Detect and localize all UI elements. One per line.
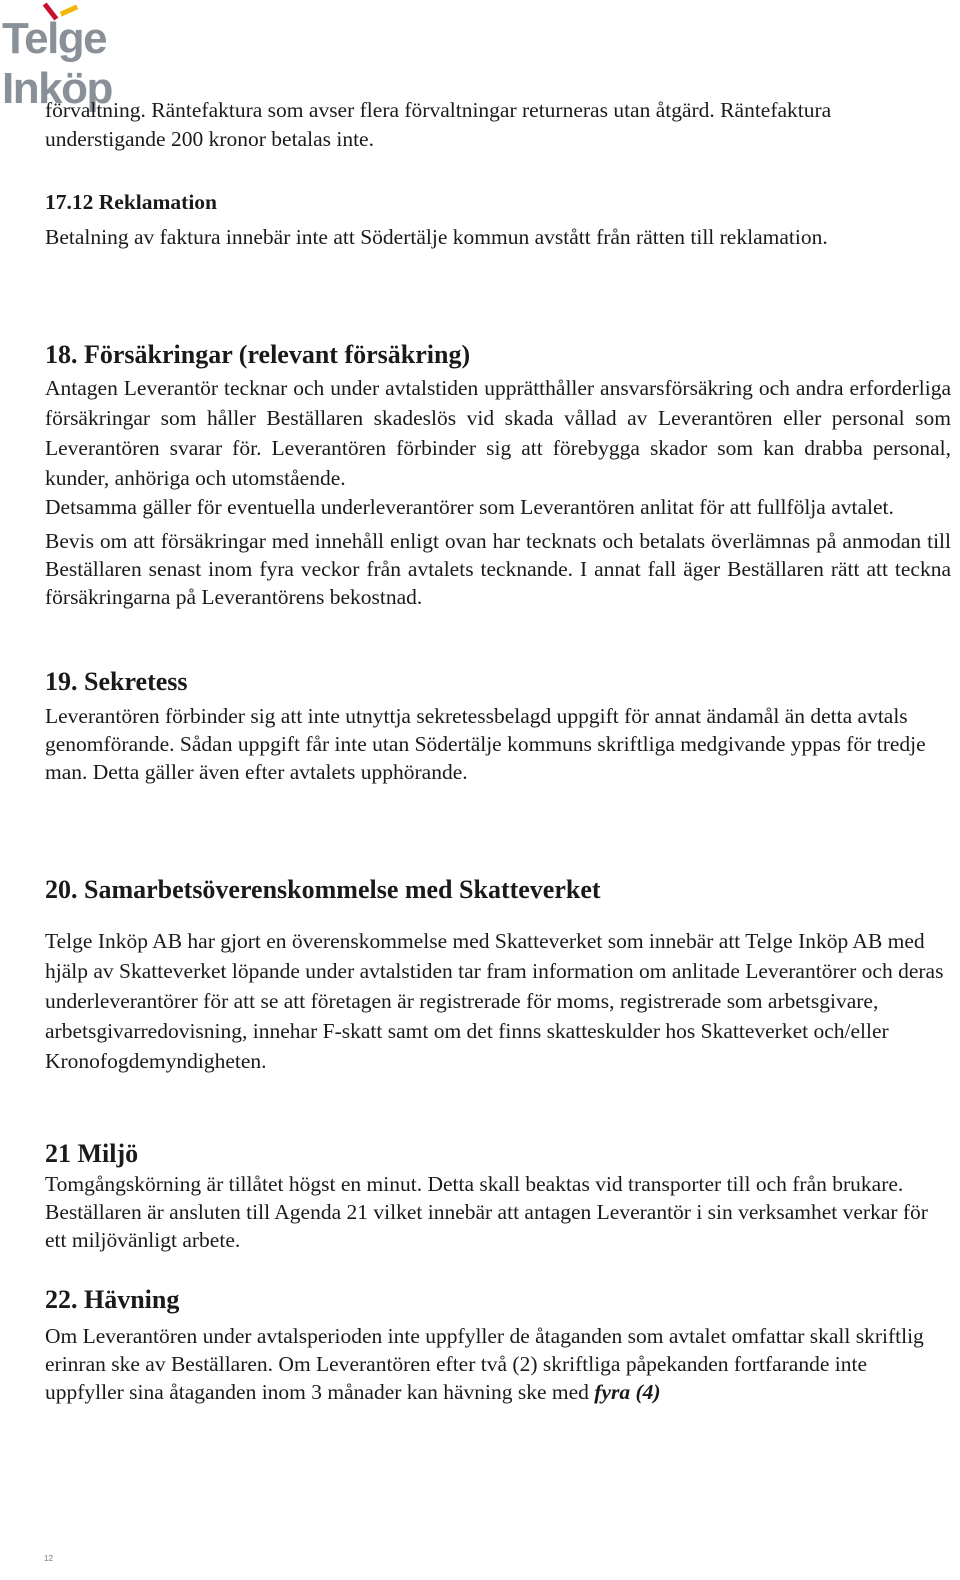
logo-wordmark: Telge Inköp: [2, 14, 112, 113]
page-number: 12: [44, 1554, 53, 1563]
section-19-text: Leverantören förbinder sig att inte utnyttja sekretessbelagd uppgift för annat ändamål än detta avtals genomförande. Sådan uppgift får inte utan Södertälje kommuns skriftliga medgivande yppas för tredje man. Detta gäller även efter avtalets upphörande.: [45, 704, 926, 784]
section-18-paragraph-1: Antagen Leverantör tecknar och under avtalstiden upprätthåller ansvarsförsäkring och andra erforderliga försäkringar som håller Beställaren skadeslös vid skada vållad av Leverantören eller personal som Leverantören svarar för. Leverantören förbinder sig att förebygga skador som kan drabba personal, kunder, anhöriga och utomstående.: [45, 376, 951, 490]
section-21-text: Tomgångskörning är tillåtet högst en minut. Detta skall beaktas vid transporter till och från brukare. Beställaren är ansluten till Agenda 21 vilket innebär att antagen Leverantör i sin verksamhet verkar för ett miljövänligt arbete.: [45, 1172, 928, 1252]
section-20-title: 20. Samarbetsöverenskommelse med Skatteverket: [45, 875, 601, 904]
section-22-text: [45, 1322, 951, 1406]
section-22-title: 22. Hävning: [45, 1285, 180, 1314]
section-17-12-title: 17.12 Reklamation: [45, 190, 217, 214]
section-17-12-text: Betalning av faktura innebär inte att Södertälje kommun avstått från rätten till reklamation.: [45, 225, 828, 249]
section-22-emphasis: fyra (4): [594, 1380, 661, 1404]
section-18-paragraph-3: Bevis om att försäkringar med innehåll enligt ovan har tecknats och betalats överlämnas på anmodan till Beställaren senast inom fyra veckor från avtalets tecknande. I annat fall äger Beställaren rätt att teckna försäkringarna på Leverantörens bekostnad.: [45, 529, 951, 609]
section-21-title: 21 Miljö: [45, 1139, 139, 1168]
section-19-title: 19. Sekretess: [45, 667, 188, 696]
intro-paragraph: förvaltning. Räntefaktura som avser flera förvaltningar returneras utan åtgärd. Räntefaktura understigande 200 kronor betalas inte.: [45, 98, 832, 151]
section-18-paragraph-2: Detsamma gäller för eventuella underleverantörer som Leverantören anlitat för att fullfölja avtalet.: [45, 495, 894, 519]
section-20-text: Telge Inköp AB har gjort en överenskommelse med Skatteverket som innebär att Telge Inköp AB med hjälp av Skatteverket löpande under avtalstiden tar fram information om anlitade Leverantörer och deras underleverantörer för att se att företagen är registrerade för moms, registrerade som arbetsgivare, arbetsgivarredovisning, innehar F-skatt samt om det finns skatteskulder hos Skatteverket och/eller Kronofogdemyndigheten.: [45, 929, 944, 1073]
telge-inkop-logo: [0, 0, 215, 113]
section-22-text-body: Om Leverantören under avtalsperioden inte uppfyller de åtaganden som avtalet omfattar skall skriftlig erinran ske av Beställaren. Om Leverantören efter två (2) skriftliga påpekanden fortfarande inte uppfyller sina åtaganden inom 3 månader kan hävning ske med: [45, 1324, 924, 1404]
document-body: [45, 96, 951, 1406]
section-18-title: 18. Försäkringar (relevant försäkring): [45, 340, 471, 369]
